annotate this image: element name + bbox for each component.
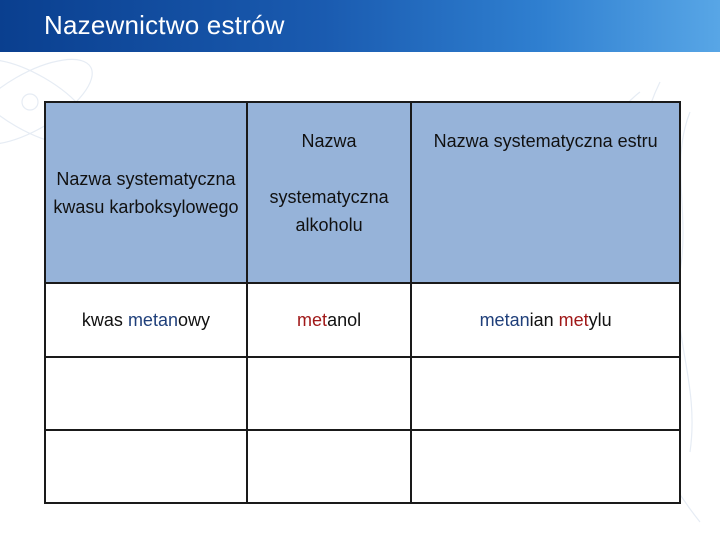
acid-prefix: kwas xyxy=(81,309,128,330)
cell-alcohol-name xyxy=(247,430,411,503)
cell-ester-name xyxy=(411,283,680,357)
slide-title: Nazewnictwo estrów xyxy=(44,10,285,40)
ester-part1: metan xyxy=(479,309,530,330)
cell-alcohol-name xyxy=(247,357,411,430)
cell-alcohol-name xyxy=(247,283,411,357)
table-row xyxy=(45,357,680,430)
header-alcohol-name: Nazwa systematyczna alkoholu xyxy=(247,102,411,283)
ester-part3: met xyxy=(558,309,589,330)
table-header-row xyxy=(45,102,680,283)
ester-naming-table xyxy=(44,101,681,504)
acid-root: metan xyxy=(127,309,178,330)
alcohol-suffix: anol xyxy=(327,309,362,330)
alcohol-root: met xyxy=(297,309,328,330)
ester-part4: ylu xyxy=(588,309,612,330)
acid-suffix: owy xyxy=(177,309,210,330)
table-row xyxy=(45,430,680,503)
cell-ester-name xyxy=(411,430,680,503)
cell-acid-name xyxy=(45,357,247,430)
cell-acid-name xyxy=(45,283,247,357)
ester-part2: ian xyxy=(529,309,559,330)
table-row xyxy=(45,283,680,357)
header-ester-name: Nazwa systematyczna estru xyxy=(411,102,680,283)
cell-ester-name xyxy=(411,357,680,430)
cell-acid-name xyxy=(45,430,247,503)
header-acid-name: Nazwa systematyczna kwasu karboksylowego xyxy=(45,102,247,283)
